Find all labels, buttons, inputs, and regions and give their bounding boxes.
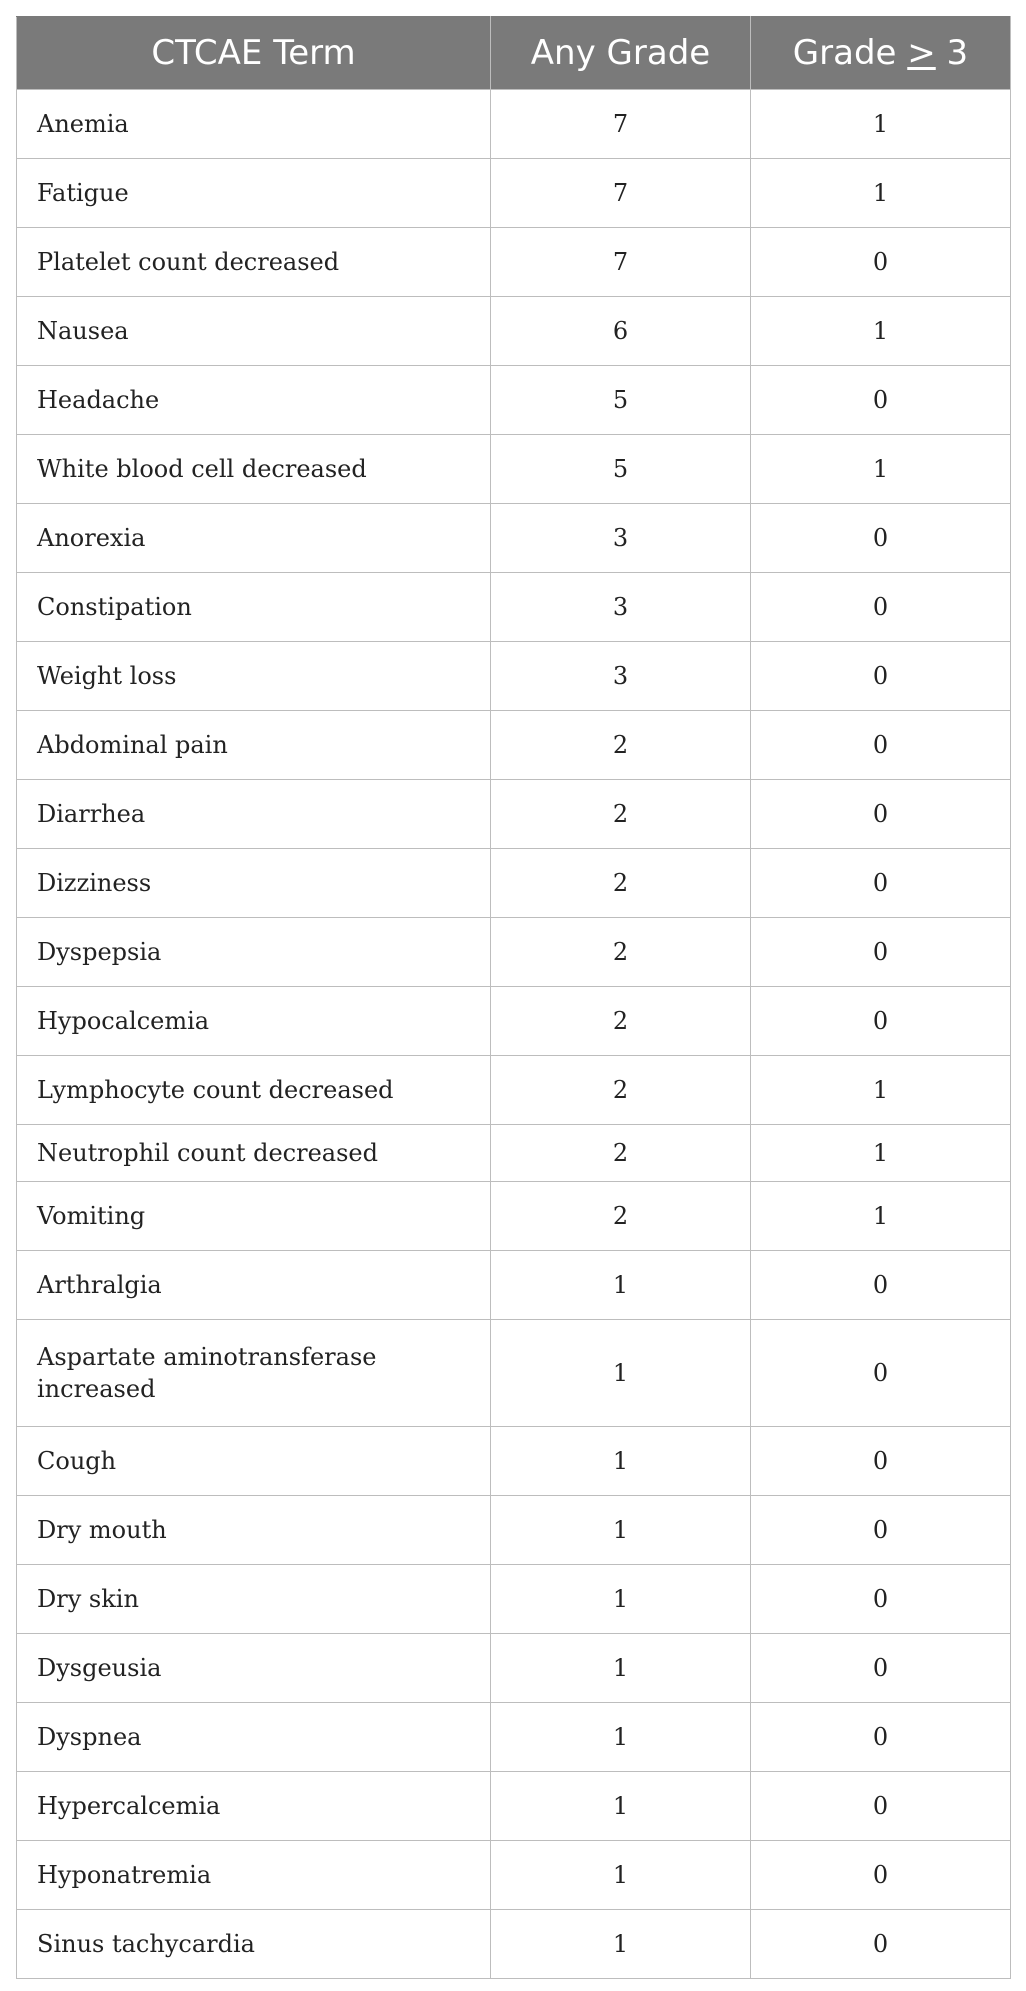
adverse-events-table-container: [16, 16, 1010, 1979]
table-row: [17, 504, 1011, 573]
cell-grade-3: 0: [751, 780, 1011, 849]
cell-term: Aspartate aminotransferase increased: [17, 1320, 491, 1427]
cell-any-grade: 3: [491, 573, 751, 642]
cell-any-grade: 3: [491, 642, 751, 711]
table-row: [17, 780, 1011, 849]
cell-any-grade: 1: [491, 1251, 751, 1320]
cell-grade-3: 0: [751, 1634, 1011, 1703]
table-row: [17, 1772, 1011, 1841]
table-row: [17, 711, 1011, 780]
cell-grade-3: 0: [751, 1841, 1011, 1910]
cell-grade-3: 0: [751, 918, 1011, 987]
cell-grade-3: 1: [751, 1182, 1011, 1251]
cell-grade-3: 0: [751, 366, 1011, 435]
cell-grade-3: 1: [751, 297, 1011, 366]
cell-grade-3: 0: [751, 987, 1011, 1056]
cell-term: Diarrhea: [17, 780, 491, 849]
table-row: [17, 1182, 1011, 1251]
cell-grade-3: 1: [751, 1125, 1011, 1182]
table-row: [17, 987, 1011, 1056]
table-row: [17, 366, 1011, 435]
cell-any-grade: 1: [491, 1703, 751, 1772]
cell-term: Dyspnea: [17, 1703, 491, 1772]
cell-grade-3: 1: [751, 1056, 1011, 1125]
cell-term: Dry mouth: [17, 1496, 491, 1565]
table-row: [17, 918, 1011, 987]
cell-any-grade: 1: [491, 1427, 751, 1496]
cell-grade-3: 0: [751, 1427, 1011, 1496]
cell-grade-3: 0: [751, 1565, 1011, 1634]
cell-grade-3: 1: [751, 90, 1011, 159]
table-row: [17, 1125, 1011, 1182]
table-body: [17, 90, 1011, 1979]
cell-grade-3: 0: [751, 642, 1011, 711]
cell-any-grade: 2: [491, 918, 751, 987]
cell-term: Hyponatremia: [17, 1841, 491, 1910]
cell-any-grade: 1: [491, 1496, 751, 1565]
header-ctcae-term: CTCAE Term: [17, 17, 491, 90]
table-row: [17, 1251, 1011, 1320]
cell-term: Nausea: [17, 297, 491, 366]
cell-grade-3: 1: [751, 159, 1011, 228]
cell-any-grade: 5: [491, 366, 751, 435]
cell-any-grade: 7: [491, 90, 751, 159]
cell-term: Dysgeusia: [17, 1634, 491, 1703]
table-row: [17, 1565, 1011, 1634]
cell-any-grade: 5: [491, 435, 751, 504]
table-row: [17, 159, 1011, 228]
cell-any-grade: 1: [491, 1841, 751, 1910]
table-row: [17, 1320, 1011, 1427]
cell-any-grade: 6: [491, 297, 751, 366]
cell-term: Weight loss: [17, 642, 491, 711]
cell-grade-3: 0: [751, 1320, 1011, 1427]
table-row: [17, 435, 1011, 504]
cell-any-grade: 2: [491, 711, 751, 780]
cell-any-grade: 1: [491, 1910, 751, 1979]
header-grade-3-or-higher: [751, 17, 1011, 90]
cell-term: Platelet count decreased: [17, 228, 491, 297]
cell-term: Lymphocyte count decreased: [17, 1056, 491, 1125]
table-row: [17, 228, 1011, 297]
cell-term: Headache: [17, 366, 491, 435]
cell-term: Hypercalcemia: [17, 1772, 491, 1841]
cell-term: Sinus tachycardia: [17, 1910, 491, 1979]
cell-any-grade: 7: [491, 159, 751, 228]
header-grade-prefix: Grade: [792, 33, 908, 73]
cell-grade-3: 0: [751, 1703, 1011, 1772]
cell-grade-3: 1: [751, 435, 1011, 504]
table-row: [17, 642, 1011, 711]
cell-term: Fatigue: [17, 159, 491, 228]
cell-any-grade: 1: [491, 1772, 751, 1841]
cell-any-grade: 2: [491, 987, 751, 1056]
cell-grade-3: 0: [751, 573, 1011, 642]
header-grade-suffix: 3: [935, 33, 969, 73]
cell-grade-3: 0: [751, 504, 1011, 573]
adverse-events-table: [16, 16, 1011, 1979]
cell-any-grade: 1: [491, 1320, 751, 1427]
cell-term: Vomiting: [17, 1182, 491, 1251]
cell-term: Abdominal pain: [17, 711, 491, 780]
cell-term: Anemia: [17, 90, 491, 159]
cell-term: Neutrophil count decreased: [17, 1125, 491, 1182]
cell-term: Constipation: [17, 573, 491, 642]
cell-term: Dry skin: [17, 1565, 491, 1634]
cell-any-grade: 7: [491, 228, 751, 297]
header-grade-operator: >: [907, 33, 936, 73]
cell-grade-3: 0: [751, 1251, 1011, 1320]
cell-any-grade: 2: [491, 849, 751, 918]
cell-term: Dizziness: [17, 849, 491, 918]
cell-grade-3: 0: [751, 1772, 1011, 1841]
table-row: [17, 573, 1011, 642]
cell-term: Cough: [17, 1427, 491, 1496]
cell-any-grade: 2: [491, 1056, 751, 1125]
cell-grade-3: 0: [751, 849, 1011, 918]
cell-term: Anorexia: [17, 504, 491, 573]
cell-any-grade: 1: [491, 1634, 751, 1703]
cell-term: Arthralgia: [17, 1251, 491, 1320]
table-row: [17, 1427, 1011, 1496]
cell-grade-3: 0: [751, 228, 1011, 297]
table-row: [17, 90, 1011, 159]
table-row: [17, 849, 1011, 918]
table-row: [17, 1703, 1011, 1772]
cell-any-grade: 3: [491, 504, 751, 573]
cell-any-grade: 2: [491, 780, 751, 849]
cell-term: White blood cell decreased: [17, 435, 491, 504]
table-row: [17, 1634, 1011, 1703]
cell-grade-3: 0: [751, 711, 1011, 780]
cell-term: Hypocalcemia: [17, 987, 491, 1056]
table-row: [17, 1910, 1011, 1979]
table-row: [17, 1496, 1011, 1565]
table-row: [17, 297, 1011, 366]
table-row: [17, 1841, 1011, 1910]
cell-any-grade: 1: [491, 1565, 751, 1634]
cell-grade-3: 0: [751, 1910, 1011, 1979]
cell-any-grade: 2: [491, 1125, 751, 1182]
cell-grade-3: 0: [751, 1496, 1011, 1565]
table-row: [17, 1056, 1011, 1125]
cell-term: Dyspepsia: [17, 918, 491, 987]
header-any-grade: Any Grade: [491, 17, 751, 90]
cell-any-grade: 2: [491, 1182, 751, 1251]
table-header-row: [17, 17, 1011, 90]
